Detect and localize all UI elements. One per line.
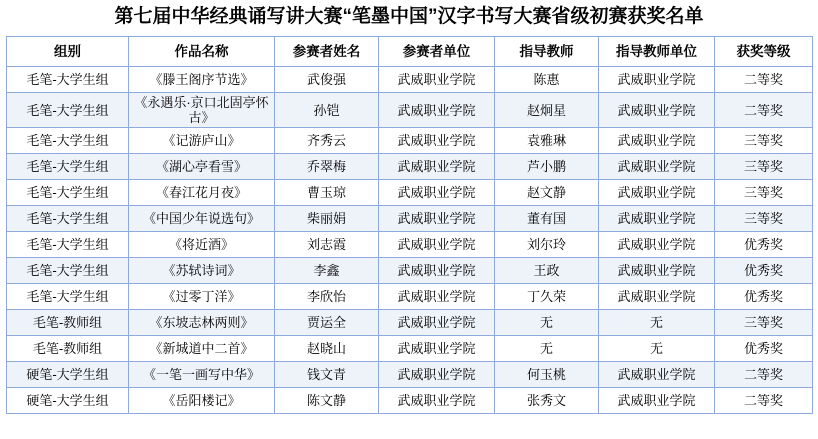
table-row: [7, 93, 813, 128]
table-header: [7, 37, 813, 67]
table-row: [7, 336, 813, 362]
cell-participant-unit: 武威职业学院: [379, 232, 495, 258]
cell-participant-name: 贾运全: [275, 310, 379, 336]
cell-group: 毛笔-大学生组: [7, 93, 129, 128]
cell-award-level: 三等奖: [715, 128, 813, 154]
table-row: [7, 128, 813, 154]
cell-group: 硬笔-大学生组: [7, 388, 129, 414]
cell-award-level: 二等奖: [715, 67, 813, 93]
cell-participant-name: 齐秀云: [275, 128, 379, 154]
cell-instructor-unit: 武威职业学院: [599, 258, 715, 284]
cell-instructor: 无: [495, 310, 599, 336]
cell-group: 毛笔-大学生组: [7, 258, 129, 284]
cell-instructor-unit: 武威职业学院: [599, 154, 715, 180]
cell-participant-unit: 武威职业学院: [379, 180, 495, 206]
cell-award-level: 三等奖: [715, 180, 813, 206]
cell-award-level: 优秀奖: [715, 336, 813, 362]
cell-participant-unit: 武威职业学院: [379, 284, 495, 310]
cell-participant-name: 柴丽娟: [275, 206, 379, 232]
cell-participant-name: 武俊强: [275, 67, 379, 93]
cell-instructor: 张秀文: [495, 388, 599, 414]
cell-group: 毛笔-大学生组: [7, 154, 129, 180]
cell-instructor: 丁久荣: [495, 284, 599, 310]
column-header-award-level: 获奖等级: [715, 37, 813, 67]
cell-participant-name: 钱文青: [275, 362, 379, 388]
cell-award-level: 优秀奖: [715, 232, 813, 258]
cell-participant-unit: 武威职业学院: [379, 128, 495, 154]
page-title: 第七届中华经典诵写讲大赛“笔墨中国”汉字书写大赛省级初赛获奖名单: [114, 6, 704, 27]
cell-work-title: 《东坡志林两则》: [129, 310, 275, 336]
cell-instructor: 袁雅琳: [495, 128, 599, 154]
cell-instructor-unit: 无: [599, 336, 715, 362]
cell-work-title: 《过零丁洋》: [129, 284, 275, 310]
column-header-participant-unit: 参赛者单位: [379, 37, 495, 67]
cell-participant-unit: 武威职业学院: [379, 336, 495, 362]
cell-participant-unit: 武威职业学院: [379, 310, 495, 336]
column-header-instructor-unit: 指导教师单位: [599, 37, 715, 67]
cell-participant-name: 孙铠: [275, 93, 379, 128]
table-row: [7, 362, 813, 388]
cell-participant-unit: 武威职业学院: [379, 258, 495, 284]
table-row: [7, 67, 813, 93]
cell-participant-name: 陈文静: [275, 388, 379, 414]
cell-work-title: 《岳阳楼记》: [129, 388, 275, 414]
cell-instructor: 刘尔玲: [495, 232, 599, 258]
cell-award-level: 三等奖: [715, 206, 813, 232]
column-header-group: 组别: [7, 37, 129, 67]
cell-award-level: 三等奖: [715, 154, 813, 180]
cell-work-title: 《将近酒》: [129, 232, 275, 258]
cell-award-level: 二等奖: [715, 388, 813, 414]
cell-instructor-unit: 无: [599, 310, 715, 336]
cell-instructor-unit: 武威职业学院: [599, 67, 715, 93]
cell-instructor-unit: 武威职业学院: [599, 128, 715, 154]
award-table: [6, 36, 813, 414]
cell-group: 毛笔-教师组: [7, 310, 129, 336]
cell-award-level: 优秀奖: [715, 284, 813, 310]
cell-instructor: 王政: [495, 258, 599, 284]
cell-participant-unit: 武威职业学院: [379, 154, 495, 180]
cell-award-level: 优秀奖: [715, 258, 813, 284]
cell-work-title: 《苏轼诗词》: [129, 258, 275, 284]
cell-participant-unit: 武威职业学院: [379, 362, 495, 388]
cell-instructor-unit: 武威职业学院: [599, 284, 715, 310]
table-body: [7, 67, 813, 414]
cell-award-level: 三等奖: [715, 310, 813, 336]
column-header-work-title: 作品名称: [129, 37, 275, 67]
cell-instructor: 赵炯星: [495, 93, 599, 128]
cell-work-title: 《记游庐山》: [129, 128, 275, 154]
cell-instructor: 董有国: [495, 206, 599, 232]
cell-award-level: 二等奖: [715, 93, 813, 128]
column-header-participant-name: 参赛者姓名: [275, 37, 379, 67]
table-row: [7, 258, 813, 284]
table-row: [7, 284, 813, 310]
cell-participant-unit: 武威职业学院: [379, 388, 495, 414]
award-table-container: [0, 36, 818, 414]
cell-participant-name: 刘志霞: [275, 232, 379, 258]
cell-instructor-unit: 武威职业学院: [599, 206, 715, 232]
cell-instructor-unit: 武威职业学院: [599, 362, 715, 388]
cell-work-title: 《春江花月夜》: [129, 180, 275, 206]
table-row: [7, 388, 813, 414]
cell-group: 毛笔-大学生组: [7, 206, 129, 232]
cell-group: 硬笔-大学生组: [7, 362, 129, 388]
cell-group: 毛笔-大学生组: [7, 284, 129, 310]
cell-participant-name: 乔翠梅: [275, 154, 379, 180]
cell-instructor: 陈惠: [495, 67, 599, 93]
column-header-instructor: 指导教师: [495, 37, 599, 67]
cell-instructor-unit: 武威职业学院: [599, 388, 715, 414]
cell-group: 毛笔-大学生组: [7, 232, 129, 258]
cell-participant-unit: 武威职业学院: [379, 67, 495, 93]
table-row: [7, 154, 813, 180]
cell-instructor: 赵文静: [495, 180, 599, 206]
cell-participant-unit: 武威职业学院: [379, 206, 495, 232]
cell-participant-name: 曹玉琼: [275, 180, 379, 206]
cell-instructor-unit: 武威职业学院: [599, 232, 715, 258]
cell-participant-unit: 武威职业学院: [379, 93, 495, 128]
cell-group: 毛笔-大学生组: [7, 67, 129, 93]
cell-participant-name: 赵晓山: [275, 336, 379, 362]
cell-group: 毛笔-教师组: [7, 336, 129, 362]
cell-instructor-unit: 武威职业学院: [599, 180, 715, 206]
table-row: [7, 310, 813, 336]
cell-work-title: 《永遇乐·京口北固亭怀古》: [129, 93, 275, 128]
cell-work-title: 《中国少年说选句》: [129, 206, 275, 232]
cell-work-title: 《新城道中二首》: [129, 336, 275, 362]
cell-group: 毛笔-大学生组: [7, 180, 129, 206]
cell-instructor-unit: 武威职业学院: [599, 93, 715, 128]
cell-participant-name: 李欣怡: [275, 284, 379, 310]
cell-work-title: 《滕王阁序节选》: [129, 67, 275, 93]
table-row: [7, 206, 813, 232]
table-row: [7, 232, 813, 258]
cell-instructor: 无: [495, 336, 599, 362]
cell-award-level: 二等奖: [715, 362, 813, 388]
cell-instructor: 何玉桃: [495, 362, 599, 388]
cell-work-title: 《一笔一画写中华》: [129, 362, 275, 388]
cell-work-title: 《湖心亭看雪》: [129, 154, 275, 180]
cell-group: 毛笔-大学生组: [7, 128, 129, 154]
table-header-row: [7, 37, 813, 67]
cell-participant-name: 李鑫: [275, 258, 379, 284]
table-row: [7, 180, 813, 206]
cell-instructor: 芦小鹏: [495, 154, 599, 180]
